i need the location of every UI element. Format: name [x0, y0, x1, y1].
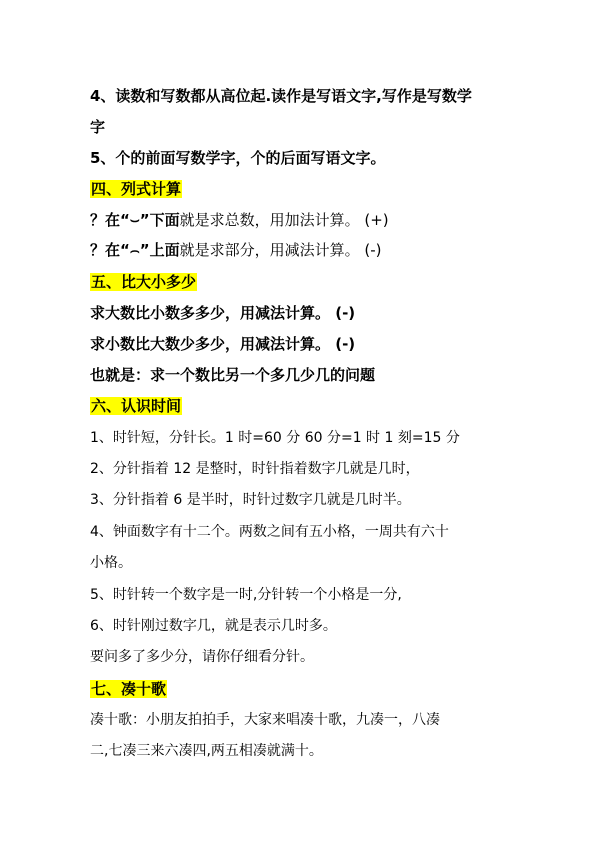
compare-more-rule: 求大数比小数多多少，用减法计算。 (-) — [90, 304, 356, 322]
addition-rule-prefix: ？在“ — [90, 211, 130, 229]
section-heading-4-text: 四、列式计算 — [91, 180, 182, 198]
section-heading-6 — [90, 396, 182, 416]
addition-rule-quote: ” — [139, 211, 150, 229]
subtraction-rule-keyword: 上面 — [149, 241, 180, 259]
subtraction-rule-text: 就是求部分，用减法计算。 (-) — [179, 241, 382, 259]
addition-rule-text: 就是求总数，用加法计算。 (+) — [179, 211, 389, 229]
section-heading-7-text: 七、凑十歌 — [91, 680, 167, 698]
subtraction-rule-prefix: ？在“ — [90, 241, 130, 259]
compare-summary: 也就是：求一个数比另一个多几少几的问题 — [90, 366, 376, 384]
section-heading-4 — [90, 179, 182, 199]
addition-rule — [90, 210, 389, 230]
brace-glyph: ⌢ — [129, 241, 140, 259]
time-rule-6: 6、时针刚过数字几，就是表示几时多。 — [90, 618, 337, 634]
time-rule-4-continuation: 小格。 — [90, 555, 132, 571]
rule-5-digits: 5、个的前面写数学字，个的后面写语文字。 — [90, 149, 386, 167]
brace-glyph: ⌣ — [129, 211, 140, 229]
subtraction-rule — [90, 240, 382, 260]
time-rule-3: 3、分针指着 6 是半时，时针过数字几就是几时半。 — [90, 492, 411, 508]
section-heading-7 — [90, 679, 167, 699]
section-heading-5 — [90, 272, 197, 292]
time-rule-1: 1、时针短，分针长。1 时=60 分 60 分=1 时 1 刻=15 分 — [90, 430, 460, 446]
addition-rule-keyword: 下面 — [149, 211, 180, 229]
section-heading-5-text: 五、比大小多少 — [91, 273, 197, 291]
time-rule-tip: 要问多了多少分，请你仔细看分针。 — [90, 649, 314, 665]
section-heading-6-text: 六、认识时间 — [91, 397, 182, 415]
subtraction-rule-quote: ” — [139, 241, 150, 259]
make-ten-song-line-2: 二,七凑三来六凑四,两五相凑就满十。 — [90, 743, 323, 759]
make-ten-song-line-1: 凑十歌：小朋友拍拍手，大家来唱凑十歌，九凑一，八凑 — [90, 712, 440, 728]
rule-4-reading-writing: 4、读数和写数都从高位起.读作是写语文字,写作是写数学 — [90, 87, 472, 105]
time-rule-2: 2、分针指着 12 是整时，时针指着数字几就是几时， — [90, 461, 420, 477]
compare-less-rule: 求小数比大数少多少，用减法计算。 (-) — [90, 335, 356, 353]
time-rule-4: 4、钟面数字有十二个。两数之间有五小格，一周共有六十 — [90, 524, 449, 540]
time-rule-5: 5、时针转一个数字是一时,分针转一个小格是一分, — [90, 587, 402, 603]
rule-4-continuation: 字 — [90, 118, 106, 136]
